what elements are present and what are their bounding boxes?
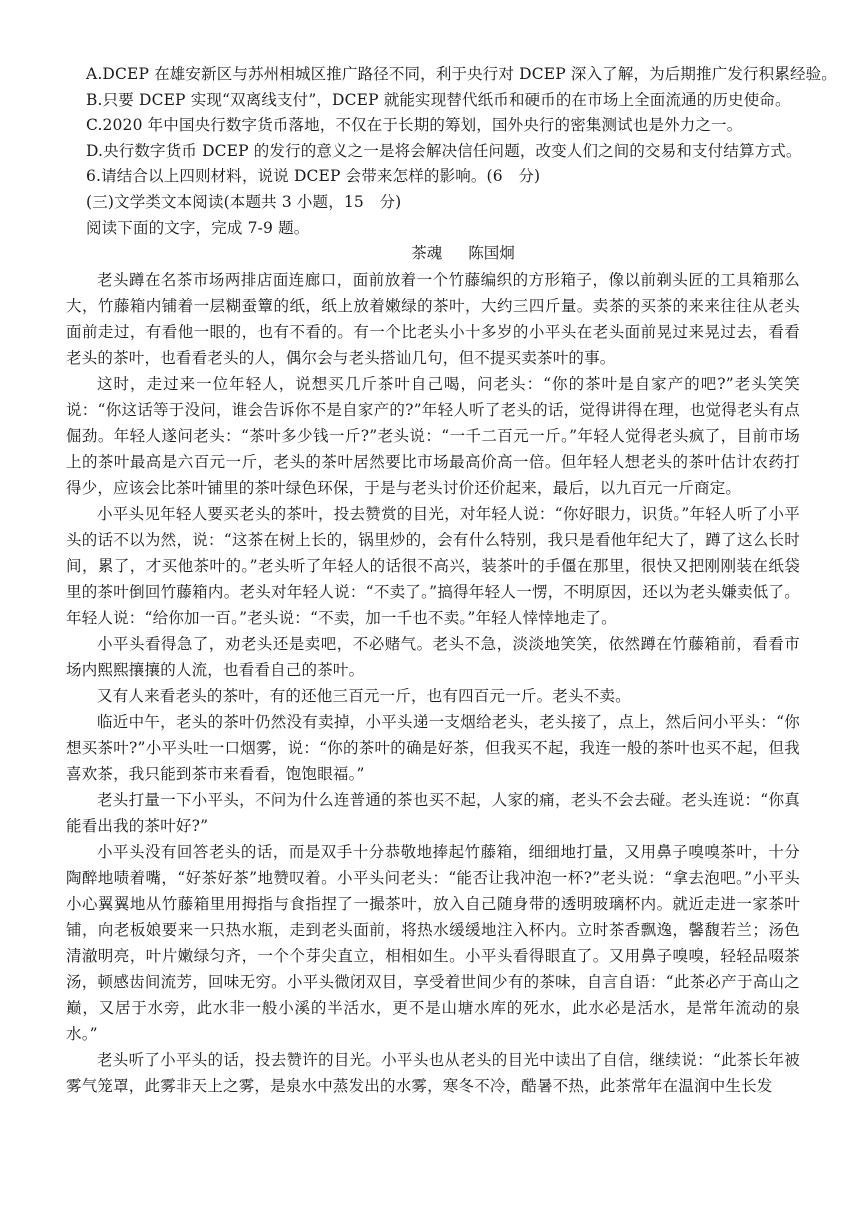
reading-instruction: 阅读下面的文字，完成 7-9 题。	[86, 218, 310, 237]
option-b: B.只要 DCEP 实现“双离线支付”，DCEP 就能实现替代纸币和硬币的在市场上全面流通的历史使命。	[86, 90, 791, 109]
story-paragraph: 小平头看得急了，劝老头还是卖吧，不必赌气。老头不急，淡淡地笑笑，依然蹲在竹藤箱前，看看市场内熙熙攘攘的人流，也看看自己的茶叶。	[66, 634, 800, 679]
story-paragraph: 临近中午，老头的茶叶仍然没有卖掉，小平头递一支烟给老头，老头接了，点上，然后问小平头：“你想买茶叶?”小平头吐一口烟雾，说：“你的茶叶的确是好茶，但我买不起，我连一般的茶叶也买不起，但我喜欢茶，我只能到茶市来看看，饱饱眼福。”	[66, 712, 800, 783]
option-c: C.2020 年中国央行数字货币落地，不仅在于长期的筹划，国外央行的密集测试也是外力之一。	[86, 116, 743, 135]
story-paragraph: 老头蹲在名茶市场两排店面连廊口，面前放着一个竹藤编织的方形箱子，像以前剃头匠的工具箱那么大，竹藤箱内铺着一层糊蚕簟的纸，纸上放着嫩绿的茶叶，大约三四斤量。卖茶的买茶的来来往往从老头面前走过，有看他一眼的，也有不看的。有一个比老头小十多岁的小平头在老头面前晃过来晃过去，看看老头的茶叶，也看看老头的人，偶尔会与老头搭讪几句，但不提买卖茶叶的事。	[66, 270, 800, 367]
story-paragraph: 小平头见年轻人要买老头的茶叶，投去赞赏的目光，对年轻人说：“你好眼力，识货。”年轻人听了小平头的话不以为然，说：“这茶在树上长的，锅里炒的，会有什么特别，我只是看他年纪大了，蹲了这么长时间，累了，才买他茶叶的。”老头听了年轻人的话很不高兴，装茶叶的手僵在那里，很快又把刚刚装在纸袋里的茶叶倒回竹藤箱内。老头对年轻人说：“不卖了。”搞得年轻人一愣，不明原因，还以为老头嫌卖低了。年轻人说：“给你加一百。”老头说：“不卖，加一千也不卖。”年轻人悻悻地走了。	[66, 504, 800, 627]
story-paragraph: 老头听了小平头的话，投去赞许的目光。小平头也从老头的目光中读出了自信，继续说：“此茶长年被雾气笼罩，此雾非天上之雾，是泉水中蒸发出的水雾，寒冬不冷，酷暑不热，此茶常年在温润中生长发	[66, 1050, 800, 1095]
story-author: 陈国炯	[468, 244, 515, 263]
story-paragraph: 小平头没有回答老头的话，而是双手十分恭敬地捧起竹藤箱，细细地打量，又用鼻子嗅嗅茶叶，十分陶醉地啧着嘴，“好茶好茶”地赞叹着。小平头问老头：“能否让我冲泡一杯?”老头说：“拿去泡吧。”小平头小心翼翼地从竹藤箱里用拇指与食指捏了一撮茶叶，放入自己随身带的透明玻璃杯内。就近走进一家茶叶铺，向老板娘要来一只热水瓶，走到老头面前，将热水缓缓地注入杯内。立时茶香飘逸，馨馥若兰；汤色清澈明亮，叶片嫩绿匀齐，一个个芽尖直立，相相如生。小平头看得眼直了。又用鼻子嗅嗅，轻轻品啜茶汤，顿感齿间流芳，回味无穷。小平头微闭双目，享受着世间少有的茶味，自言自语：“此茶必产于高山之巅，又居于水旁，此水非一般小溪的半活水，更不是山塘水库的死水，此水必是活水，是常年流动的泉水。”	[66, 842, 800, 1043]
option-d: D.央行数字货币 DCEP 的发行的意义之一是将会解决信任问题，改变人们之间的交易和支付结算方式。	[86, 141, 802, 160]
story-paragraph: 这时，走过来一位年轻人，说想买几斤茶叶自己喝，问老头：“你的茶叶是自家产的吧?”老头笑笑说：“你这话等于没问，谁会告诉你不是自家产的?”年轻人听了老头的话，觉得讲得在理，也觉得老头有点倔劲。年轻人遂问老头：“茶叶多少钱一斤?”老头说：“一千二百元一斤。”年轻人觉得老头疯了，目前市场上的茶叶最高是六百元一斤，老头的茶叶居然要比市场最高价高一倍。但年轻人想老头的茶叶估计农药打得少，应该会比茶叶铺里的茶叶绿色环保，于是与老头讨价还价起来，最后，以九百元一斤商定。	[66, 374, 800, 497]
story-title-line	[86, 241, 800, 267]
story-paragraph: 又有人来看老头的茶叶，有的还他三百元一斤，也有四百元一斤。老头不卖。	[97, 686, 631, 705]
story-paragraph: 老头打量一下小平头，不问为什么连普通的茶也买不起，人家的痛，老头不会去碰。老头连说：“你真能看出我的茶叶好?”	[66, 790, 800, 835]
option-a: A.DCEP 在雄安新区与苏州相城区推广路径不同，利于央行对 DCEP 深入了解，为后期推广发行积累经验。	[86, 65, 837, 83]
question-6: 6.请结合以上四则材料，说说 DCEP 会带来怎样的影响。(6 分)	[86, 167, 541, 186]
story-body	[66, 267, 800, 1099]
section-heading: (三)文学类文本阅读(本题共 3 小题，15 分)	[86, 192, 402, 211]
story-title: 茶魂	[411, 244, 443, 263]
